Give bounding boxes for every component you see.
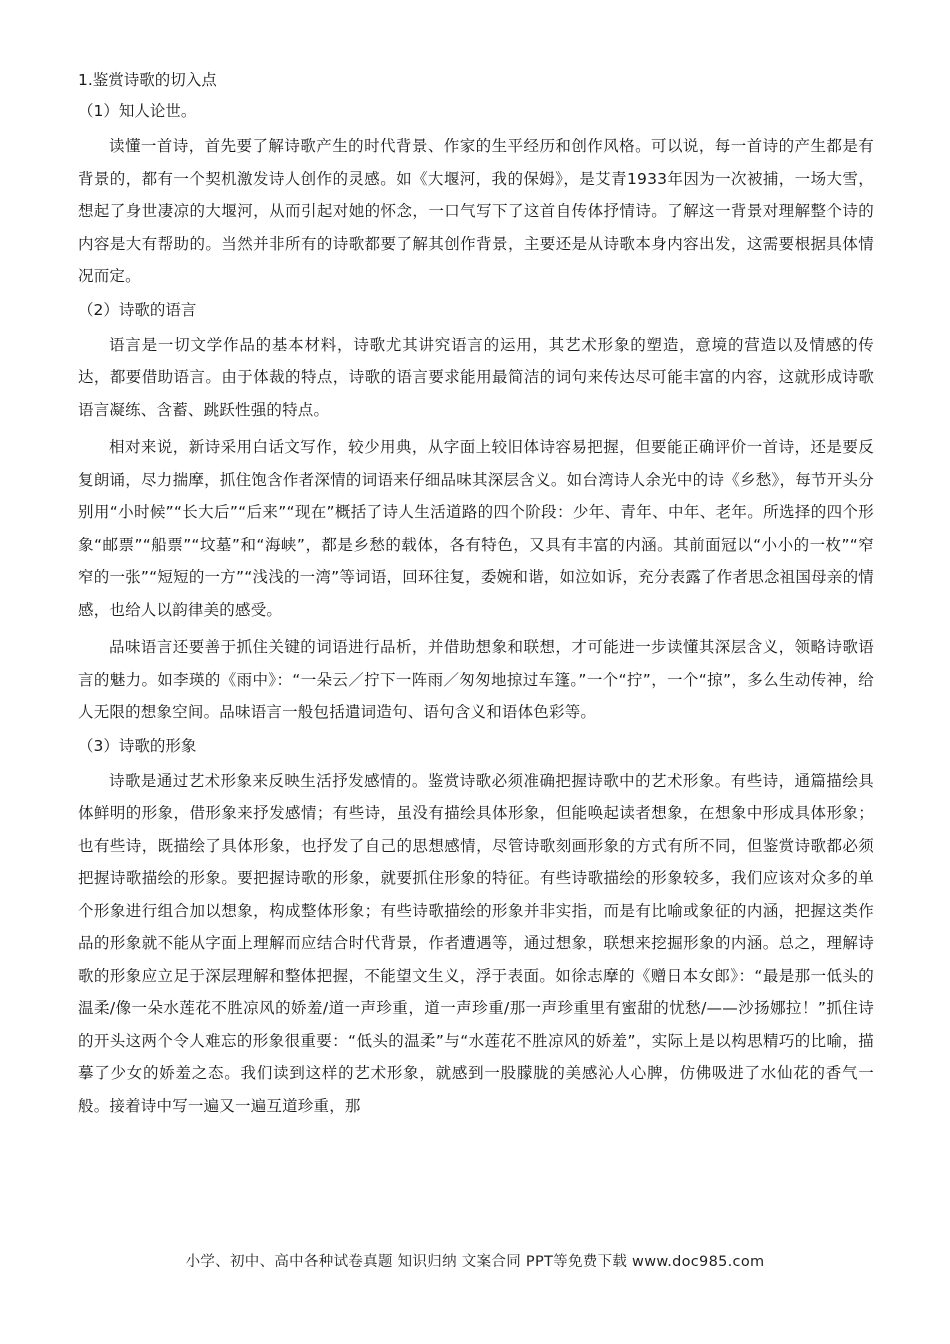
paragraph-background: 读懂一首诗，首先要了解诗歌产生的时代背景、作家的生平经历和创作风格。可以说，每一首诗的产生都是有背景的，都有一个契机激发诗人创作的灵感。如《大堰河，我的保姆》，是艾青1933年因为一次被捕，一场大雪，想起了身世凄凉的大堰河，从而引起对她的怀念，一口气写下了这首自传体抒情诗。了解这一背景对理解整个诗的内容是大有帮助的。当然并非所有的诗歌都要了解其创作背景，主要还是从诗歌本身内容出发，这需要根据具体情况而定。 xyxy=(78,137,874,285)
paragraph-poetry-image: 诗歌是通过艺术形象来反映生活抒发感情的。鉴赏诗歌必须准确把握诗歌中的艺术形象。有些诗，通篇描绘具体鲜明的形象，借形象来抒发感情；有些诗，虽没有描绘具体形象，但能唤起读者想象，在想象中形成具体形象；也有些诗，既描绘了具体形象，也抒发了自己的思想感情，尽管诗歌刻画形象的方式有所不同，但鉴赏诗歌都必须把握诗歌描绘的形象。要把握诗歌的形象，就要抓住形象的特征。有些诗歌描绘的形象较多，我们应该对众多的单个形象进行组合加以想象，构成整体形象；有些诗歌描绘的形象并非实指，而是有比喻或象征的内涵，把握这类作品的形象就不能从字面上理解而应结合时代背景，作者遭遇等，通过想象，联想来挖掘形象的内涵。总之，理解诗歌的形象应立足于深层理解和整体把握，不能望文生义，浮于表面。如徐志摩的《赠日本女郎》：“最是那一低头的温柔/像一朵水莲花不胜凉风的娇羞/道一声珍重，道一声珍重/那一声珍重里有蜜甜的忧愁/——沙扬娜拉！”抓住诗的开头这两个令人难忘的形象很重要：“低头的温柔”与“水莲花不胜凉风的娇羞”，实际上是以构思精巧的比喻，描摹了少女的娇羞之态。我们读到这样的艺术形象，就感到一股朦胧的美感沁人心脾，仿佛吸进了水仙花的香气一般。接着诗中写一遍又一遍互道珍重，那 xyxy=(78,771,874,1115)
paragraph-new-poetry: 相对来说，新诗采用白话文写作，较少用典，从字面上较旧体诗容易把握，但要能正确评价一首诗，还是要反复朗诵，尽力揣摩，抓住饱含作者深情的词语来仔细品味其深层含义。如台湾诗人余光中的诗《乡愁》，每节开头分别用“小时候”“长大后”“后来”“现在”概括了诗人生活道路的四个阶段：少年、青年、中年、老年。所选择的四个形象“邮票”“船票”“坟墓”和“海峡”，都是乡愁的载体，各有特色，又具有丰富的内涵。其前面冠以“小小的一枚”“窄窄的一张”“短短的一方”“浅浅的一湾”等词语，回环往复，委婉和谐，如泣如诉，充分表露了作者思念祖国母亲的情感，也给人以韵律美的感受。 xyxy=(78,438,874,619)
paragraph-key-words: 品味语言还要善于抓住关键的词语进行品析，并借助想象和联想，才可能进一步读懂其深层含义，领略诗歌语言的魅力。如李瑛的《雨中》：“一朵云／拧下一阵雨／匆匆地掠过车篷。”一个“拧”，一个“掠”，多么生动传神，给人无限的想象空间。品味语言一般包括遣词造句、语句含义和语体色彩等。 xyxy=(78,638,874,721)
subheading-know-people: （1）知人论世。 xyxy=(78,102,197,120)
document-page xyxy=(78,68,874,1127)
paragraph-language-basics: 语言是一切文学作品的基本材料，诗歌尤其讲究语言的运用，其艺术形象的塑造，意境的营造以及情感的传达，都要借助语言。由于体裁的特点，诗歌的语言要求能用最简洁的词句来传达尽可能丰富的内容，这就形成诗歌语言凝练、含蓄、跳跃性强的特点。 xyxy=(78,335,874,419)
subheading-poetry-language: （2）诗歌的语言 xyxy=(78,300,197,319)
subheading-poetry-image: （3）诗歌的形象 xyxy=(78,736,197,755)
page-footer: 小学、初中、高中各种试卷真题 知识归纳 文案合同 PPT等免费下载 www.doc985.com xyxy=(185,1254,765,1270)
section-title: 1.鉴赏诗歌的切入点 xyxy=(78,71,217,89)
